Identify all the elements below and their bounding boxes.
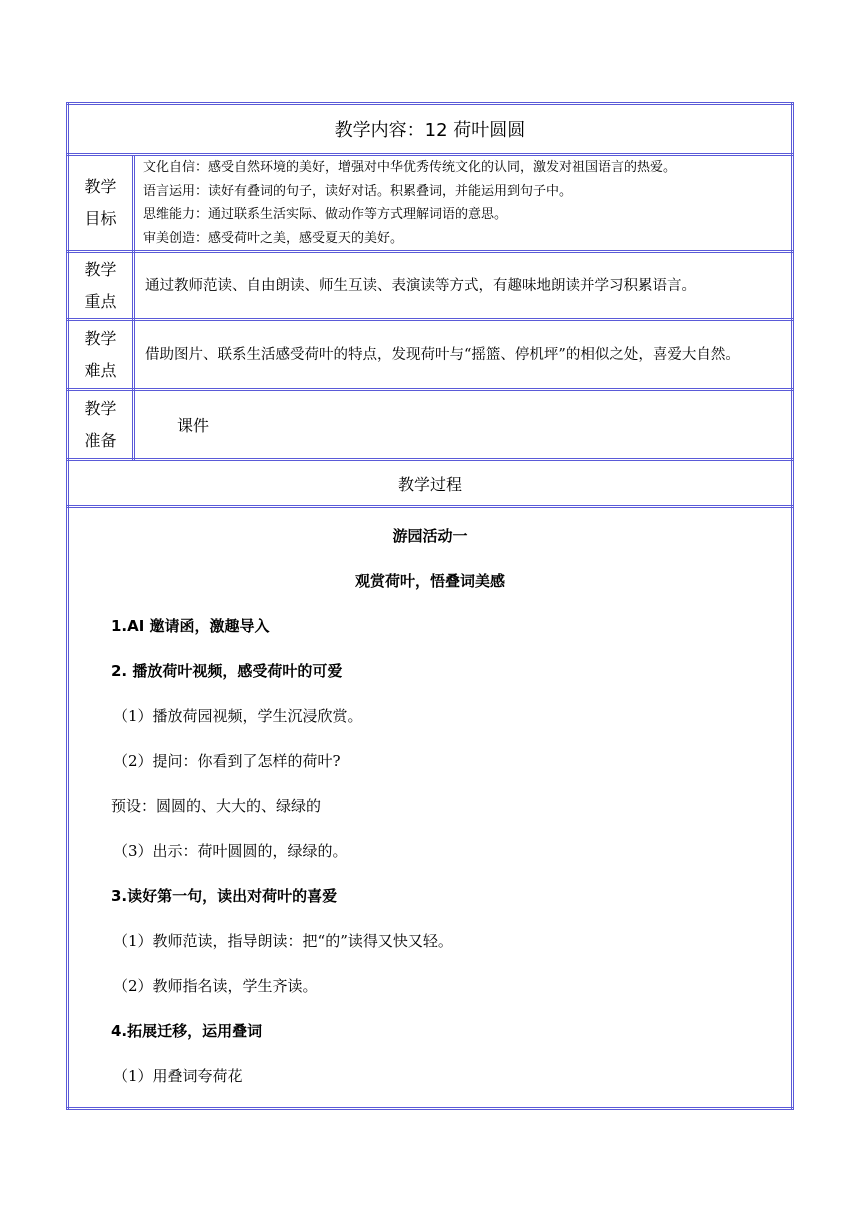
activity-subtitle: 观赏荷叶，悟叠词美感 [354,572,505,590]
step-heading: 1.AI 邀请函，激趣导入 [111,617,270,635]
goals-content [134,155,793,252]
key-points-text: 通过教师范读、自由朗读、师生互读、表演读等方式，有趣味地朗读并学习积累语言。 [134,252,793,320]
step-item: （1）播放荷园视频，学生沉浸欣赏。 [113,707,363,725]
goals-row [68,155,793,252]
step-item: （2）教师指名读，学生齐读。 [113,977,318,995]
key-points-label-line2: 重点 [84,291,117,311]
goals-label-line2: 目标 [84,209,117,228]
goals-label-line1: 教学 [84,177,117,196]
step-heading: 4.拓展迁移，运用叠词 [111,1022,263,1040]
difficulties-label-line2: 难点 [84,360,117,380]
activity-title: 游园活动一 [392,527,468,545]
process-body-row [68,507,793,1109]
preparation-row [68,390,793,460]
preparation-label-line1: 教学 [84,398,117,418]
difficulties-row [68,320,793,390]
preparation-text: 课件 [134,390,793,460]
goal-item: 文化自信：感受自然环境的美好，增强对中华优秀传统文化的认同，激发对祖国语言的热爱。 [143,160,677,175]
step-item: （2）提问：你看到了怎样的荷叶? [113,752,341,770]
title-row [68,104,793,155]
goal-item: 语言运用：读好有叠词的句子，读好对话。积累叠词，并能运用到句子中。 [143,183,573,199]
preparation-label-line2: 准备 [84,430,117,450]
goals-label [68,155,134,252]
step-item: （3）出示：荷叶圆圆的，绿绿的。 [113,842,348,860]
preset-answer: 预设：圆圆的、大大的、绿绿的 [111,797,322,815]
difficulties-label [68,320,134,390]
key-points-label-line1: 教学 [84,259,117,279]
lesson-plan-table [66,102,794,1110]
step-item: （1）教师范读，指导朗读：把“的”读得又快又轻。 [113,932,453,950]
preparation-label [68,390,134,460]
step-item: （1）用叠词夸荷花 [113,1067,243,1085]
difficulties-label-line1: 教学 [84,328,117,348]
process-heading-row [68,460,793,507]
step-heading: 2. 播放荷叶视频，感受荷叶的可爱 [111,662,343,680]
key-points-label [68,252,134,320]
lesson-title: 教学内容：12 荷叶圆圆 [68,104,793,155]
goal-item: 思维能力：通过联系生活实际、做动作等方式理解词语的意思。 [143,207,508,222]
step-heading: 3.读好第一句，读出对荷叶的喜爱 [111,887,338,905]
key-points-row [68,252,793,320]
goal-item: 审美创造：感受荷叶之美，感受夏天的美好。 [143,230,404,246]
difficulties-text: 借助图片、联系生活感受荷叶的特点，发现荷叶与“摇篮、停机坪”的相似之处，喜爱大自然。 [134,320,793,390]
process-heading: 教学过程 [68,460,793,507]
process-body [68,507,793,1109]
